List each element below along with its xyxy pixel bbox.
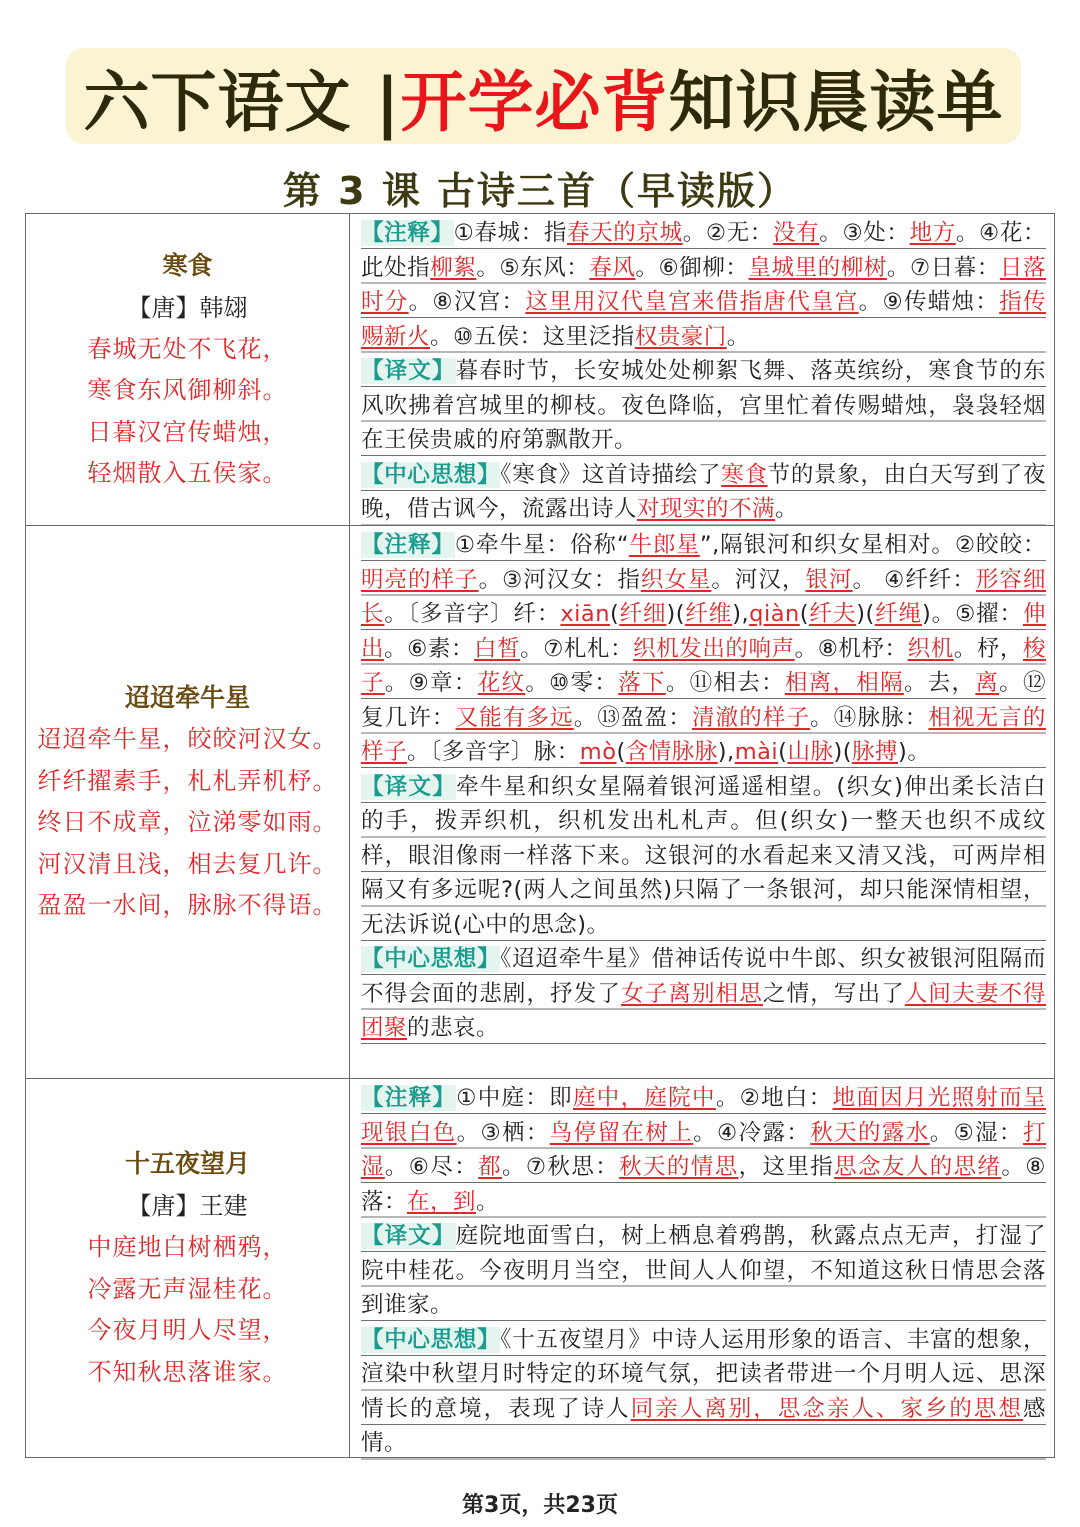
section-tag: 【译文】: [361, 773, 457, 800]
body-text: 。⑩五侯：这里泛指: [430, 323, 635, 350]
title-part-3: 知识晨读单: [668, 63, 1004, 141]
poem-author: 【唐】韩翃: [127, 293, 248, 322]
poem-notes-cell: [361, 528, 1046, 1046]
answer-text: 纤细: [619, 601, 667, 627]
body-text: 。⑥素：: [384, 635, 475, 662]
notes-paragraph: [361, 1081, 1046, 1219]
body-text: )。: [898, 739, 931, 765]
answer-text: 人间夫妻不得团聚: [361, 980, 1046, 1041]
answer-text: 明亮的样子: [361, 566, 479, 593]
body-text: (: [778, 739, 788, 765]
body-text: )(: [666, 601, 686, 627]
body-text: 《寒食》这首诗描绘了: [500, 461, 722, 488]
answer-text: 伸出: [361, 601, 1046, 662]
body-text: ”,隔银河和织女星相对。②皎皎：: [699, 532, 1046, 558]
section-tag: 【译文】: [361, 1223, 456, 1249]
section-tag: 【中心思想】: [361, 1326, 501, 1353]
body-text: 。: [726, 323, 750, 350]
answer-text: 织机发出的响声: [633, 635, 795, 662]
body-text: 。⑦秋思：: [502, 1154, 620, 1180]
body-text: 。⑦札札：: [520, 635, 634, 662]
body-text: 。: [775, 496, 799, 522]
body-text: 。②地白：: [715, 1085, 833, 1111]
theme-paragraph: [361, 942, 1046, 1046]
answer-text: 皇城里的柳树: [748, 254, 887, 281]
answer-text: qiàn: [749, 601, 800, 627]
answer-text: 纤绳: [874, 601, 922, 627]
answer-text: 又能有多远: [455, 704, 574, 731]
title-part-2: 开学必背: [400, 63, 669, 141]
poem-line: 春城无处不飞花，: [87, 334, 288, 363]
answer-text: 寒食: [721, 461, 768, 488]
body-text: ，这里指: [738, 1154, 835, 1180]
body-text: 。⑧落：: [361, 1154, 1046, 1215]
body-text: 。⑧机杼：: [794, 635, 908, 662]
body-text: 。⑤东风：: [476, 254, 590, 281]
body-text: (: [799, 601, 810, 627]
notes-paragraph: [361, 528, 1046, 770]
poem-line: 不知秋思落谁家。: [87, 1357, 288, 1386]
content-table: [25, 213, 1055, 1458]
body-text: ①牵牛星：俗称“: [454, 532, 630, 558]
title-part-1: 六下语文 |: [83, 63, 401, 141]
body-text: )。⑤擢：: [922, 601, 1023, 627]
poem-line: 轻烟散入五侯家。: [87, 459, 288, 487]
body-text: 。河汉，: [711, 566, 806, 593]
title-banner: [66, 48, 1021, 144]
poem-row-3: [26, 1079, 1054, 1457]
poem-line: 迢迢牵牛星，皎皎河汉女。: [37, 725, 338, 754]
answer-text: 纤夫: [809, 601, 857, 627]
answer-text: 清澈的样子: [691, 704, 811, 731]
answer-text: 指传赐新火: [361, 289, 1046, 350]
body-text: ),: [717, 739, 735, 765]
answer-text: xiān: [560, 601, 610, 627]
poem-title: 迢迢牵牛星: [124, 683, 250, 713]
body-text: 。④花：此处指: [361, 220, 1046, 281]
body-text: (: [616, 739, 626, 765]
body-text: )(: [856, 601, 875, 627]
answer-text: 织机: [907, 635, 954, 662]
answer-text: 都: [478, 1154, 503, 1180]
body-text: 庭院地面雪白，树上栖息着鸦鹊，秋露点点无声，打湿了院中桂花。今夜明月当空，世间人人仰望，不知道这秋日情思会落到谁家。: [361, 1223, 1046, 1318]
poem-line: 中庭地白树栖鸦，: [87, 1233, 288, 1261]
section-tag: 【注释】: [361, 1085, 457, 1111]
body-text: ①春城：指: [453, 220, 567, 246]
body-text: 。⑧汉宫：: [408, 289, 526, 315]
translation-paragraph: [361, 770, 1046, 943]
body-text: ①中庭：即: [456, 1085, 573, 1111]
poem-notes-cell: [361, 216, 1046, 527]
body-text: 《十五夜望月》中诗人运用形象的语言、丰富的想象，渲染中秋望月时特定的环境气氛，把读者带进一个月明人远、思深情长的意境，表现了诗人: [361, 1326, 1046, 1422]
poem-line: 今夜月明人尽望，: [87, 1316, 288, 1344]
answer-text: 含情脉脉: [625, 739, 718, 765]
body-text: 。⑥御柳：: [635, 254, 749, 281]
answer-text: 这里用汉代皇宫来借指唐代皇宫: [525, 289, 859, 315]
poem-line: 日暮汉宫传蜡烛，: [87, 417, 288, 446]
section-tag: 【注释】: [361, 532, 455, 558]
theme-paragraph: [361, 1323, 1046, 1461]
poem-line: 河汉清且浅，相去复几许。: [37, 849, 338, 878]
answer-text: 形容细长: [361, 566, 1046, 627]
body-text: 。: [476, 1188, 500, 1215]
answer-text: 没有: [773, 220, 820, 246]
answer-text: 鸟停留在树上: [549, 1119, 694, 1146]
poem-line: 冷露无声湿桂花。: [87, 1274, 288, 1303]
answer-text: 梭子: [361, 635, 1046, 696]
answer-text: 牛郎星: [629, 532, 700, 558]
answer-text: mò: [579, 739, 617, 765]
answer-text: 秋天的露水: [810, 1119, 930, 1146]
body-text: 。⑭脉脉：: [810, 704, 929, 731]
theme-paragraph: [361, 458, 1046, 527]
body-text: 之情，写出了: [762, 980, 905, 1007]
body-text: 。②无：: [682, 220, 773, 246]
answer-text: 脉搏: [852, 739, 899, 765]
answer-text: 落下: [618, 670, 666, 696]
body-text: (: [609, 601, 620, 627]
poem-notes-cell: [361, 1081, 1046, 1461]
body-text: 。⑩零：: [525, 670, 619, 696]
lesson-subtitle: 第 3 课 古诗三首（早读版）: [282, 169, 798, 213]
answer-text: 同亲人离别，思念亲人、家乡的思想: [630, 1395, 1023, 1422]
answer-text: 相离，相隔: [784, 670, 904, 696]
poem-title: 寒食: [162, 250, 213, 280]
answer-text: 织女星: [640, 566, 712, 593]
answer-text: 打湿: [361, 1119, 1046, 1180]
body-text: 。⑪相去：: [665, 670, 785, 696]
notes-paragraph: [361, 216, 1046, 354]
answer-text: 思念友人的思绪: [834, 1154, 1002, 1180]
body-text: )(: [833, 739, 853, 765]
answer-text: mài: [734, 739, 779, 765]
page-number: 第3页，共23页: [462, 1493, 618, 1518]
body-text: 。④冷露：: [693, 1119, 811, 1146]
poem-text-cell: [26, 1079, 350, 1457]
answer-text: 对现实的不满: [637, 496, 776, 522]
body-text: 。⑥尽：: [384, 1154, 479, 1180]
answer-text: 白皙: [474, 635, 521, 662]
answer-text: 纤维: [685, 601, 733, 627]
body-text: 。去，: [903, 670, 976, 696]
answer-text: 相视无言的样子: [361, 704, 1046, 765]
answer-text: 地面因月光照射而呈现银白色: [361, 1085, 1046, 1146]
poem-title: 十五夜望月: [124, 1149, 250, 1178]
body-text: 暮春时节，长安城处处柳絮飞舞、落英缤纷，寒食节的东风吹拂着宫城里的柳枝。夜色降临，宫里忙着传赐蜡烛，袅袅轻烟在王侯贵戚的府第飘散开。: [361, 358, 1046, 453]
answer-text: 女子离别相思: [621, 980, 763, 1007]
translation-paragraph: [361, 1219, 1046, 1323]
answer-text: 柳絮: [430, 254, 477, 281]
poem-text-cell: [26, 526, 350, 1078]
body-text: 。杼，: [953, 635, 1023, 662]
body-text: 《迢迢牵牛星》借神话传说中牛郎、织女被银河阻隔而不得会面的悲剧，抒发了: [361, 946, 1046, 1007]
answer-text: 庭中，庭院中: [572, 1085, 716, 1111]
poem-line: 终日不成章，泣涕零如雨。: [37, 808, 338, 837]
body-text: 。⑦日暮：: [886, 254, 1000, 281]
answer-text: 地方: [909, 220, 956, 246]
answer-text: 日落时分: [361, 254, 1046, 315]
answer-text: 山脉: [787, 739, 834, 765]
body-text: 感情。: [361, 1395, 1046, 1456]
body-text: 。③河汉女：指: [478, 566, 641, 593]
answer-text: 花纹: [477, 670, 526, 696]
body-text: 。 ④纤纤：: [852, 566, 976, 593]
poem-line: 纤纤擢素手，札札弄机杼。: [37, 766, 338, 795]
body-text: 。⑫复几许：: [361, 670, 1046, 731]
body-text: 。⑤湿：: [929, 1119, 1023, 1146]
section-tag: 【中心思想】: [361, 461, 501, 488]
body-text: 牵牛星和织女星隔着银河遥遥相望。(织女)伸出柔长洁白的手，拨弄织机，织机发出札札声。但(织女)一整天也织不成纹样，眼泪像雨一样落下来。这银河的水看起来又清又浅，可两岸相隔又有多远呢?(两人之间虽然)只隔了一条银河，却只能深情相望，无法诉说(心中的思念)。: [361, 773, 1046, 938]
answer-text: 春风: [589, 254, 636, 281]
answer-text: 秋天的情思: [619, 1154, 739, 1180]
answer-text: 权贵豪门: [634, 323, 727, 350]
body-text: 。⑨章：: [384, 670, 478, 696]
section-tag: 【中心思想】: [361, 946, 501, 972]
poem-text-cell: [26, 214, 350, 525]
translation-paragraph: [361, 354, 1046, 458]
body-text: 。〔多音字〕脉：: [407, 739, 580, 765]
answer-text: 银河: [805, 566, 853, 593]
answer-text: 离: [975, 670, 1000, 696]
body-text: ),: [732, 601, 750, 627]
body-text: 。⑨传蜡烛：: [858, 289, 1000, 315]
body-text: 的悲哀。: [407, 1015, 500, 1041]
poem-line: 寒食东风御柳斜。: [87, 376, 288, 404]
body-text: 。⑬盈盈：: [573, 704, 692, 731]
body-text: 。〔多音字〕纤：: [384, 601, 561, 627]
answer-text: 在，到: [407, 1188, 477, 1215]
poem-author: 【唐】王建: [127, 1192, 248, 1220]
body-text: 节的景象，由白天写到了夜晚，借古讽今，流露出诗人: [361, 461, 1046, 522]
body-text: 。③处：: [819, 220, 910, 246]
poem-row-2: [26, 526, 1054, 1079]
poem-line: 盈盈一水间，脉脉不得语。: [37, 891, 338, 920]
poem-row-1: [26, 214, 1054, 526]
section-tag: 【注释】: [361, 220, 454, 246]
body-text: 。③栖：: [456, 1119, 550, 1146]
section-tag: 【译文】: [361, 358, 456, 384]
answer-text: 春天的京城: [567, 220, 683, 246]
